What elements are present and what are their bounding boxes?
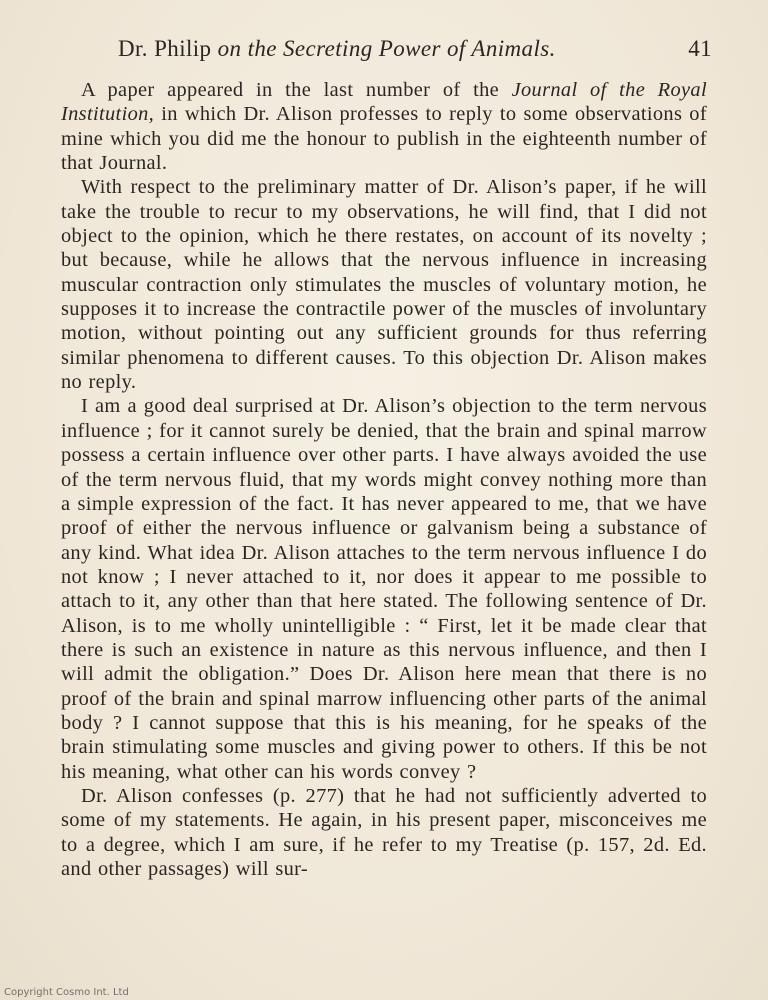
paragraph-text: in which Dr. Alison professes to reply to some observations of mine which you did me the honour to publish in the eighteenth number of that Journal.: [61, 103, 707, 175]
copyright-notice: Copyright Cosmo Int. Ltd: [4, 987, 129, 998]
paragraph: [61, 784, 707, 881]
running-title-italic: on the Secreting Power of Animals.: [217, 36, 556, 61]
paragraph-text: With respect to the preliminary matter of Dr. Alison’s paper, if he will take the trouble to recur to my observations, he will find, that I did not object to the opinion, which he there restates, on account of its novelty ; but because, while he allows that the nervous influence in increasing muscular contraction only stimulates the muscles of voluntary motion, he supposes it to increase the contractile power of the muscles of involuntary motion, without pointing out any sufficient grounds for thus referring similar phenomena to different causes. To this objection Dr. Alison makes no reply.: [61, 176, 707, 394]
paragraph: [61, 175, 707, 394]
body-text: [61, 78, 707, 881]
running-title-author: Dr. Philip: [118, 36, 212, 61]
page-number: 41: [688, 36, 712, 61]
running-header: [118, 36, 712, 70]
paragraph: [61, 394, 707, 784]
paragraph-text: A paper appeared in the last number of the: [81, 79, 512, 101]
running-title: [118, 36, 556, 62]
journal-title-italic: Journal of the Royal Institution,: [61, 79, 707, 126]
paragraph: [61, 78, 707, 175]
paragraph-text: Dr. Alison confesses (p. 277) that he had not sufficiently adverted to some of my statements. He again, in his present paper, misconceives me to a degree, which I am sure, if he refer to my Treatise (p. 157, 2d. Ed. and other passages) will sur-: [61, 784, 707, 880]
paragraph-text: I am a good deal surprised at Dr. Alison’s objection to the term nervous influence ; for it cannot surely be denied, that the brain and spinal marrow possess a certain influence over other parts. I have always avoided the use of the term nervous fluid, that my words might convey nothing more than a simple expression of the fact. It has never appeared to me, that we have proof of either the nervous influence or galvanism being a substance of any kind. What idea Dr. Alison attaches to the term nervous influence I do not know ; I never attached to it, nor does it appear to me possible to attach to it, any other than that here stated. The following sentence of Dr. Alison, is to me wholly unintelligible : “ First, let it be made clear that there is such an existence in nature as this nervous influence, and then I will admit the obligation.” Does Dr. Alison here mean that there is no proof of the brain and spinal marrow influencing other parts of the animal body ? I cannot suppose that this is his meaning, for he speaks of the brain stimulating some muscles and giving power to others. If this be not his meaning, what other can his words convey ?: [61, 395, 707, 783]
